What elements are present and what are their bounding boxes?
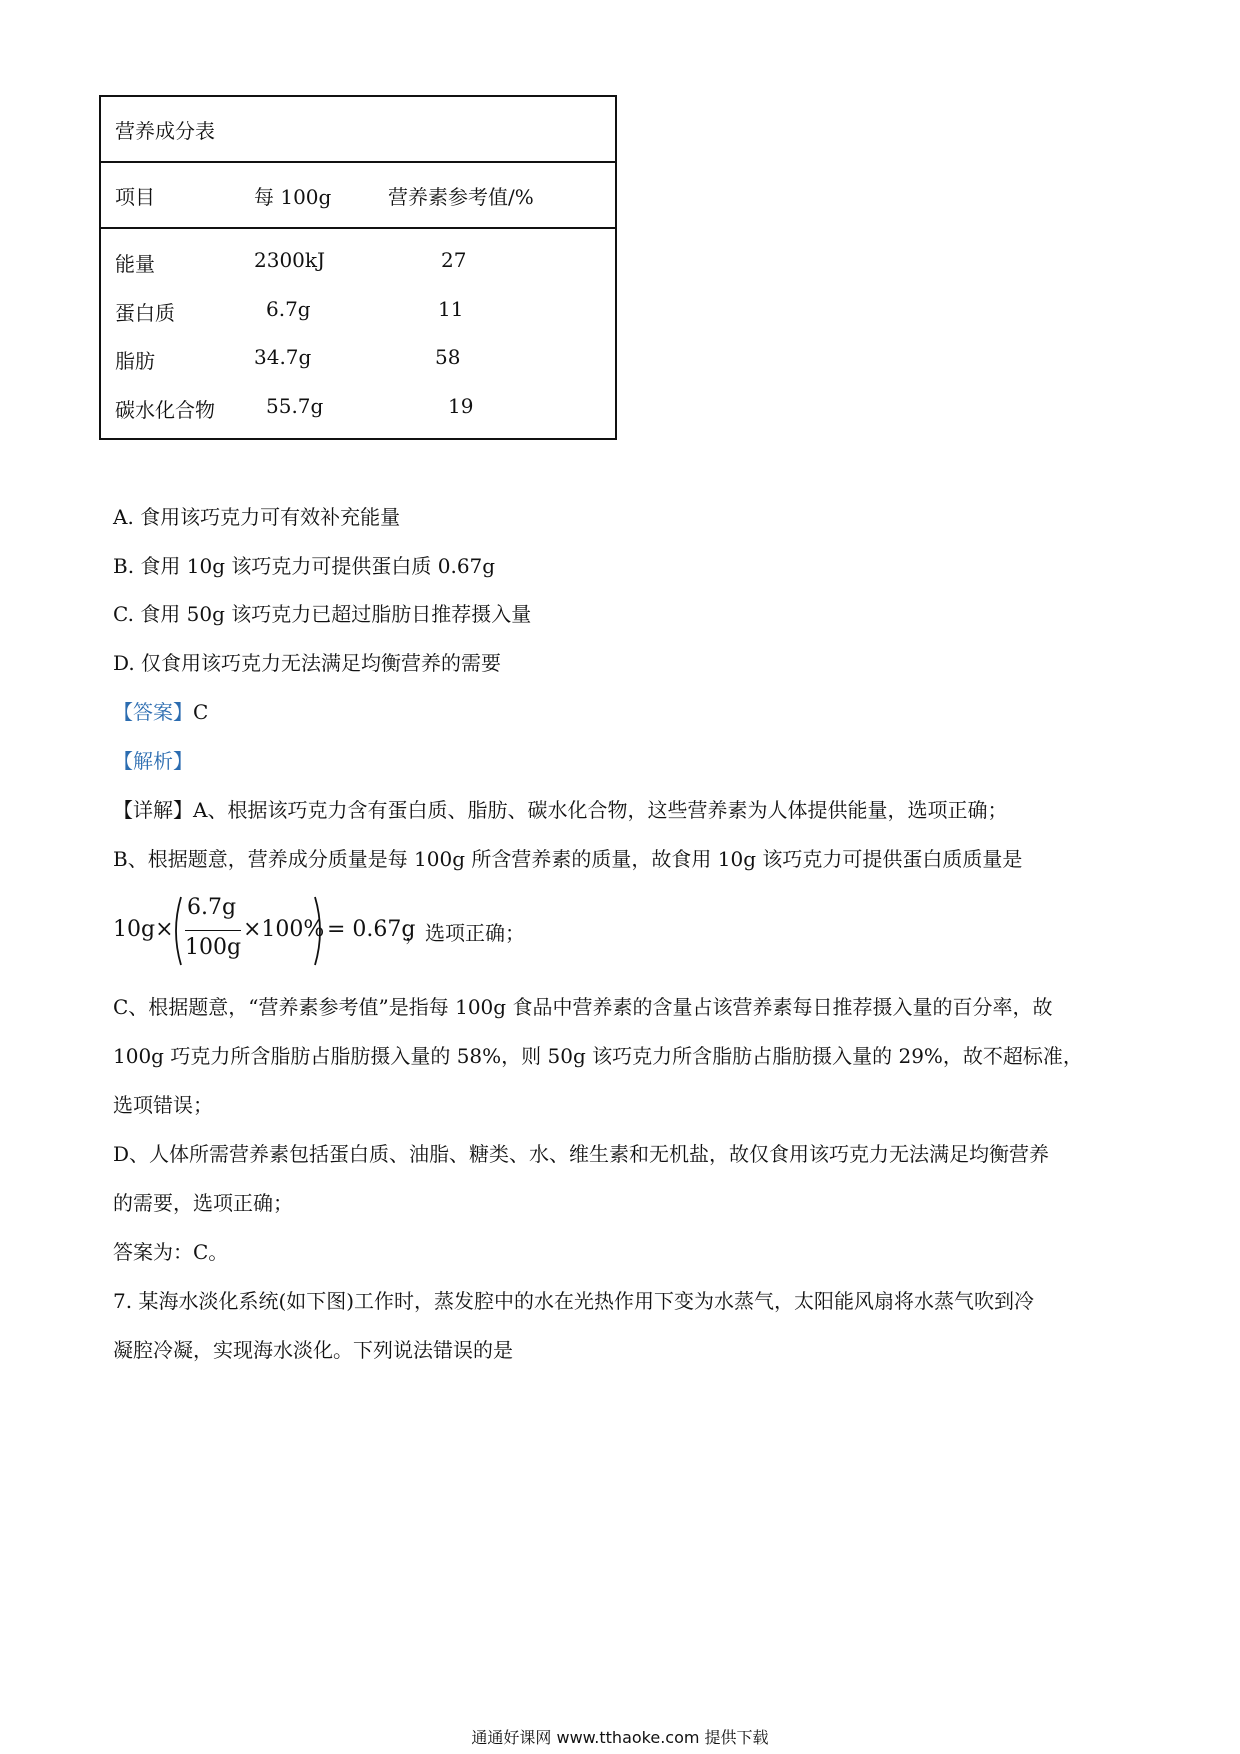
table-header-per100g: 每 100g — [254, 185, 332, 209]
detail-c-line2: 100g 巧克力所含脂肪占脂肪摄入量的 58%，则 50g 该巧克力所含脂肪占脂肪摄入量的 29%，故不超标准， — [113, 1044, 1083, 1068]
detail-c-line3: 选项错误； — [113, 1093, 213, 1117]
answer-value: C — [193, 700, 209, 724]
formula-times: ×100% — [243, 917, 325, 942]
table-cell: 27 — [441, 248, 467, 272]
answer-line — [113, 696, 208, 725]
table-cell: 能量 — [115, 252, 155, 276]
table-header-item: 项目 — [115, 185, 155, 209]
table-cell: 蛋白质 — [115, 301, 175, 325]
table-rule-top — [101, 161, 615, 163]
detail-final: 答案为：C。 — [113, 1240, 229, 1264]
table-cell: 碳水化合物 — [115, 398, 215, 422]
detail-c-line1: C、根据题意，“营养素参考值”是指每 100g 食品中营养素的含量占该营养素每日推荐摄入量的百分率，故 — [113, 995, 1053, 1019]
detail-b: B、根据题意，营养成分质量是每 100g 所含营养素的质量，故食用 10g 该巧克力可提供蛋白质质量是 — [113, 847, 1023, 871]
table-cell: 58 — [435, 345, 461, 369]
analysis-tag: 【解析】 — [113, 749, 193, 773]
formula-numerator: 6.7g — [187, 895, 237, 920]
detail-d-line2: 的需要，选项正确； — [113, 1191, 293, 1215]
table-title: 营养成分表 — [115, 119, 215, 143]
detail-a-text: A、根据该巧克力含有蛋白质、脂肪、碳水化合物，这些营养素为人体提供能量，选项正确； — [193, 798, 1008, 822]
analysis-line — [113, 745, 193, 774]
table-header-nrv: 营养素参考值/% — [388, 185, 534, 209]
table-cell: 脂肪 — [115, 349, 155, 373]
option-a: A. 食用该巧克力可有效补充能量 — [113, 505, 401, 529]
formula-denominator: 100g — [185, 935, 242, 960]
formula-result: = 0.67g — [327, 917, 416, 942]
question7-line1: 7. 某海水淡化系统(如下图)工作时，蒸发腔中的水在光热作用下变为水蒸气，太阳能风扇将水蒸气吹到冷 — [113, 1289, 1035, 1313]
answer-tag: 【答案】 — [113, 700, 193, 724]
fraction-bar — [185, 930, 241, 931]
option-c: C. 食用 50g 该巧克力已超过脂肪日推荐摄入量 — [113, 602, 532, 626]
detail-d-line1: D、人体所需营养素包括蛋白质、油脂、糖类、水、维生素和无机盐，故仅食用该巧克力无法满足均衡营养 — [113, 1142, 1050, 1166]
formula-tail: ，选项正确； — [405, 921, 525, 945]
table-cell: 34.7g — [254, 345, 312, 369]
detail-tag: 【详解】 — [113, 798, 193, 822]
left-paren-icon — [169, 895, 183, 967]
question7-line2: 凝腔冷凝，实现海水淡化。下列说法错误的是 — [113, 1338, 513, 1362]
nutrition-table — [99, 95, 617, 440]
table-rule-mid — [101, 227, 615, 229]
table-cell: 11 — [438, 297, 464, 321]
option-d: D. 仅食用该巧克力无法满足均衡营养的需要 — [113, 651, 502, 675]
right-paren-icon — [313, 895, 327, 967]
table-cell: 55.7g — [266, 394, 324, 418]
table-cell: 6.7g — [266, 297, 311, 321]
formula-lead: 10g× — [113, 917, 174, 942]
table-cell: 2300kJ — [254, 248, 326, 272]
footer: 通通好课网 www.tthaoke.com 提供下载 — [471, 1728, 769, 1747]
table-cell: 19 — [448, 394, 474, 418]
option-b: B. 食用 10g 该巧克力可提供蛋白质 0.67g — [113, 554, 496, 578]
detail-a — [113, 794, 1007, 823]
